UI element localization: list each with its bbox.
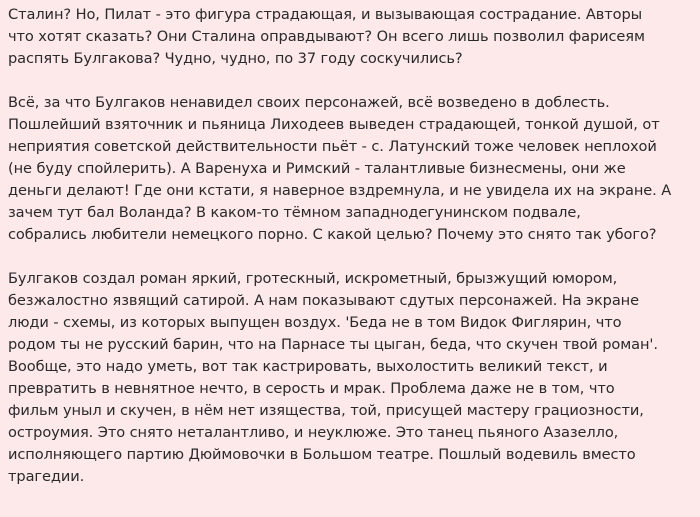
review-paragraph-1 [8,4,692,70]
text-line: остроумия. Это снято неталантливо, и неуклюже. Это танец пьяного Азазелло, [8,424,619,441]
text-line: превратить в невнятное нечто, в серость и мрак. Проблема даже не в том, что [8,380,615,397]
text-line: Пошлейший взяточник и пьяница Лиходеев выведен страдающей, тонкой душой, от [8,116,660,133]
text-line: зачем тут бал Воланда? В каком-то тёмном западнодегунинском подвале, [8,204,581,221]
text-line: родом ты не русский барин, что на Парнасе ты цыган, беда, что скучен твой роман'. [8,336,658,353]
text-line: фильм уныл и скучен, в нём нет изящества, той, присущей мастеру грациозности, [8,402,644,419]
text-line: трагедии. [8,468,85,485]
text-line: что хотят сказать? Они Сталина оправдывают? Он всего лишь позволил фарисеям [8,28,645,45]
text-line: Сталин? Но, Пилат - это фигура страдающая, и вызывающая сострадание. Авторы [8,6,643,23]
review-paragraph-3 [8,268,692,488]
text-line: исполняющего партию Дюймовочки в Большом театре. Пошлый водевиль вместо [8,446,636,463]
text-line: люди - схемы, из которых выпущен воздух. 'Беда не в том Видок Фиглярин, что [8,314,622,331]
review-paragraph-2 [8,92,692,246]
text-line: распять Булгакова? Чудно, чудно, по 37 году соскучились? [8,50,463,67]
text-line: деньги делают! Где они кстати, я наверное вздремнула, и не увидела их на экране. А [8,182,672,199]
text-line: Булгаков создал роман яркий, гротескный, искрометный, брызжущий юмором, [8,270,618,287]
text-line: неприятия советской действительности пьёт - с. Латунский тоже человек неплохой [8,138,657,155]
text-line: собрались любители немецкого порно. С какой целью? Почему это снято так убого? [8,226,657,243]
text-line: (не буду спойлерить). А Варенуха и Римский - талантливые бизнесмены, они же [8,160,626,177]
text-line: Всё, за что Булгаков ненавидел своих персонажей, всё возведено в доблесть. [8,94,610,111]
text-line: Вообще, это надо уметь, вот так кастрировать, выхолостить великий текст, и [8,358,608,375]
text-line: безжалостно язвящий сатирой. А нам показывают сдутых персонажей. На экране [8,292,639,309]
